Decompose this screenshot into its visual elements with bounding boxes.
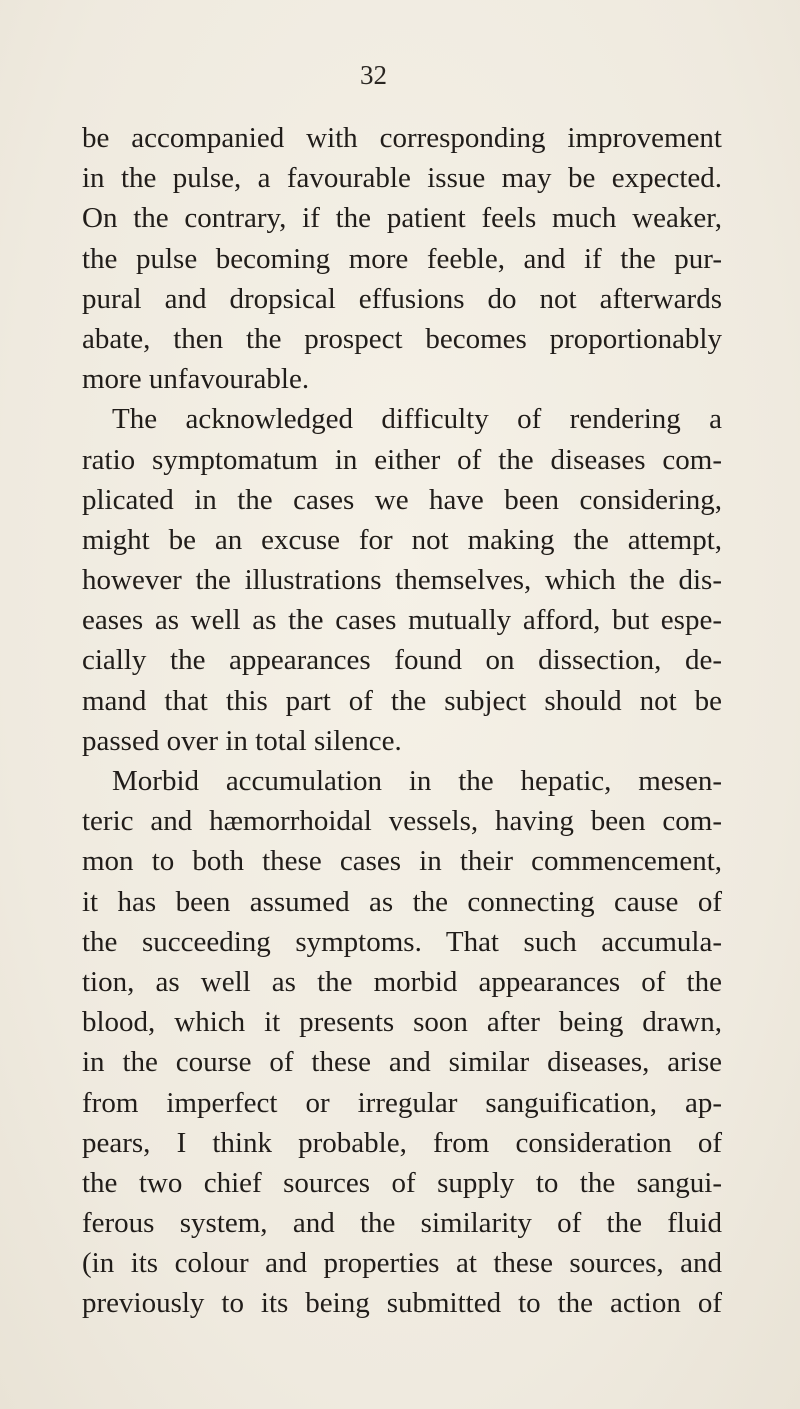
text-line: tion, as well as the morbid appearances of the: [82, 965, 722, 998]
text-line: in the pulse, a favourable issue may be expected.: [82, 162, 722, 195]
text-line: ferous system, and the similarity of the fluid: [82, 1207, 722, 1240]
text-line: from imperfect or irregular sanguification, ap-: [82, 1086, 722, 1119]
text-line: On the contrary, if the patient feels much weaker,: [82, 202, 722, 235]
text-line: eases as well as the cases mutually afford, but espe-: [82, 604, 722, 637]
body-text: [82, 118, 722, 1324]
text-line: mon to both these cases in their commencement,: [82, 845, 722, 878]
text-line: pears, I think probable, from consideration of: [82, 1126, 722, 1159]
text-line: previously to its being submitted to the action of: [82, 1287, 722, 1320]
text-line: however the illustrations themselves, which the dis-: [82, 564, 722, 597]
text-line: mand that this part of the subject should not be: [82, 684, 722, 717]
text-line: the pulse becoming more feeble, and if the pur-: [82, 242, 722, 275]
text-line: pural and dropsical effusions do not afterwards: [82, 282, 722, 315]
text-line: more unfavourable.: [82, 363, 310, 396]
text-line: might be an excuse for not making the attempt,: [82, 523, 722, 556]
text-line: passed over in total silence.: [82, 724, 402, 757]
text-line: (in its colour and properties at these sources, and: [82, 1247, 722, 1280]
text-line: ratio symptomatum in either of the diseases com-: [82, 443, 722, 476]
text-line: The acknowledged difficulty of rendering a: [112, 403, 722, 436]
page-number: 32: [360, 60, 387, 90]
text-line: in the course of these and similar diseases, arise: [82, 1046, 722, 1079]
text-line: be accompanied with corresponding improvement: [82, 122, 722, 154]
text-line: it has been assumed as the connecting cause of: [82, 885, 722, 918]
text-line: plicated in the cases we have been considering,: [82, 483, 722, 516]
text-line: the succeeding symptoms. That such accumula-: [82, 925, 722, 958]
text-line: Morbid accumulation in the hepatic, mesen-: [112, 765, 722, 797]
text-line: abate, then the prospect becomes proportionably: [82, 322, 722, 355]
text-line: the two chief sources of supply to the sangui-: [82, 1166, 722, 1199]
text-line: blood, which it presents soon after being drawn,: [82, 1006, 722, 1039]
text-line: teric and hæmorrhoidal vessels, having been com-: [82, 805, 722, 838]
text-line: cially the appearances found on dissection, de-: [82, 644, 722, 677]
